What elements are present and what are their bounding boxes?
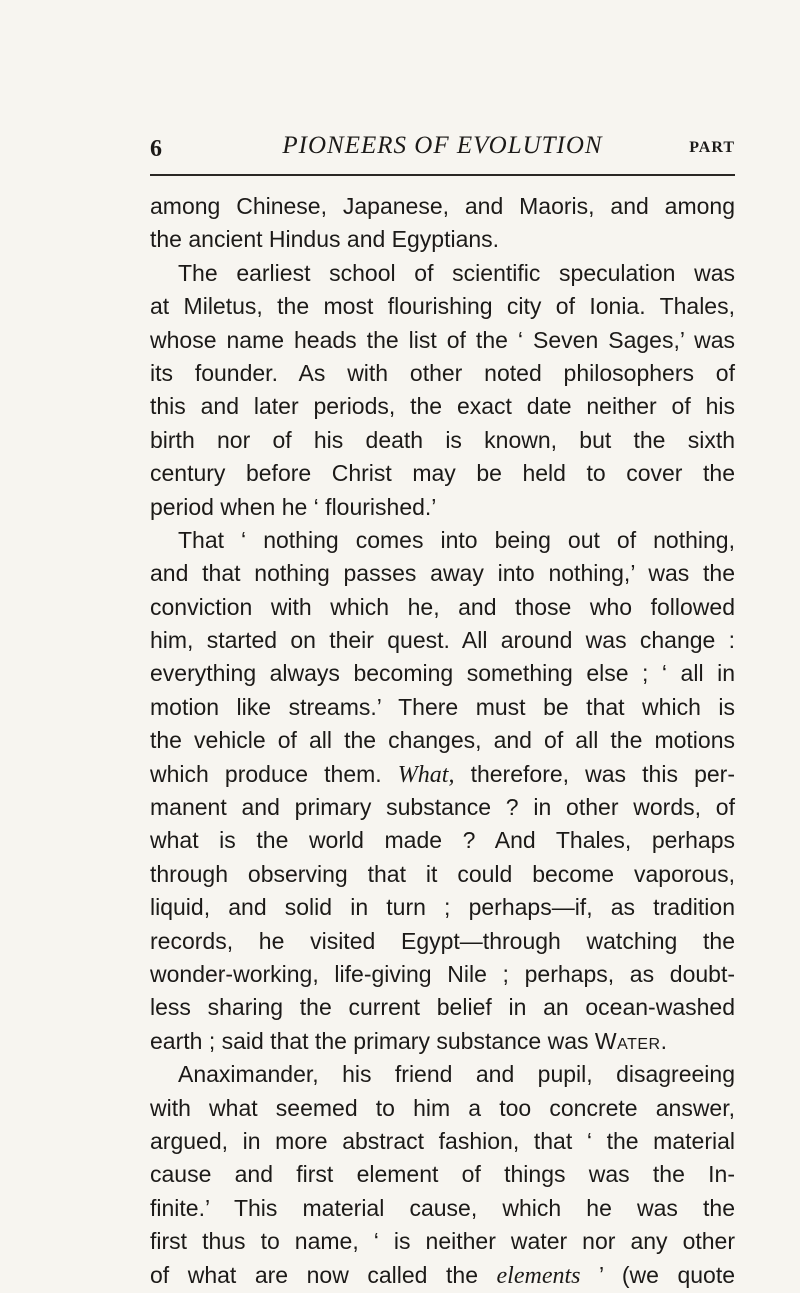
text-line bbox=[150, 958, 735, 991]
text-line bbox=[150, 390, 735, 423]
body-text bbox=[150, 190, 735, 1292]
text-line bbox=[150, 290, 735, 323]
text-segment: period when he ‘ flourished.’ bbox=[150, 493, 437, 520]
text-line bbox=[150, 624, 735, 657]
text-segment: what is the world made ? And Thales, perhaps bbox=[150, 827, 735, 854]
text-segment: ’ (we quote bbox=[580, 1261, 736, 1288]
text-line bbox=[150, 925, 735, 958]
text-segment: earth ; said that the primary substance was bbox=[150, 1027, 595, 1054]
text-line bbox=[150, 491, 735, 524]
text-segment: conviction with which he, and those who followed bbox=[150, 593, 735, 620]
text-line bbox=[150, 1092, 735, 1125]
text-segment: everything always becoming something else ; ‘ all in bbox=[150, 660, 735, 687]
text-segment: of what are now called the bbox=[150, 1261, 497, 1288]
header-rule bbox=[150, 174, 735, 176]
text-segment: among Chinese, Japanese, and Maoris, and among bbox=[150, 193, 735, 219]
text-line bbox=[150, 758, 735, 791]
text-line bbox=[150, 724, 735, 757]
text-segment: therefore, was this per- bbox=[454, 760, 735, 787]
text-line bbox=[150, 1192, 735, 1225]
text-line bbox=[150, 1025, 735, 1058]
text-segment: wonder-working, life-giving Nile ; perhaps, as doubt- bbox=[150, 960, 735, 987]
text-segment: the vehicle of all the changes, and of all the motions bbox=[150, 727, 735, 754]
text-segment: whose name heads the list of the ‘ Seven Sages,’ was bbox=[150, 326, 735, 353]
text-segment: Water. bbox=[594, 1027, 668, 1054]
text-segment: which produce them. bbox=[150, 760, 398, 787]
text-segment: birth nor of his death is known, but the sixth bbox=[150, 426, 735, 453]
text-line bbox=[150, 557, 735, 590]
text-segment: finite.’ This material cause, which he was the bbox=[150, 1194, 735, 1221]
text-segment: first thus to name, ‘ is neither water nor any other bbox=[150, 1228, 735, 1255]
text-segment: elements bbox=[496, 1262, 581, 1289]
text-line bbox=[150, 357, 735, 390]
text-segment: century before Christ may be held to cover the bbox=[150, 460, 735, 487]
text-line bbox=[150, 190, 735, 223]
text-line bbox=[150, 1058, 735, 1091]
page-header bbox=[150, 132, 735, 168]
text-line bbox=[150, 858, 735, 891]
text-segment: its founder. As with other noted philosophers of bbox=[150, 359, 735, 386]
text-segment: That ‘ nothing comes into being out of nothing, bbox=[178, 526, 735, 553]
text-line bbox=[150, 1158, 735, 1191]
text-line bbox=[150, 1225, 735, 1258]
text-line bbox=[150, 657, 735, 690]
running-title: PIONEERS OF EVOLUTION bbox=[282, 132, 603, 159]
text-segment: liquid, and solid in turn ; perhaps—if, as tradition bbox=[150, 894, 735, 921]
text-line bbox=[150, 991, 735, 1024]
text-line bbox=[150, 257, 735, 290]
text-line bbox=[150, 791, 735, 824]
text-segment: with what seemed to him a too concrete answer, bbox=[150, 1094, 735, 1121]
text-line bbox=[150, 824, 735, 857]
text-segment: The earliest school of scientific speculation was bbox=[178, 259, 735, 286]
text-line bbox=[150, 324, 735, 357]
text-segment: this and later periods, the exact date neither of his bbox=[150, 393, 735, 420]
page-number: 6 bbox=[150, 136, 162, 162]
text-segment: the ancient Hindus and Egyptians. bbox=[150, 226, 500, 253]
text-segment: cause and first element of things was the In- bbox=[150, 1161, 735, 1188]
text-line bbox=[150, 424, 735, 457]
text-segment: argued, in more abstract fashion, that ‘ the material bbox=[150, 1127, 735, 1154]
text-segment: Anaximander, his friend and pupil, disagreeing bbox=[178, 1061, 735, 1088]
text-line bbox=[150, 591, 735, 624]
text-line bbox=[150, 1125, 735, 1158]
text-line bbox=[150, 524, 735, 557]
text-line bbox=[150, 1259, 735, 1292]
text-segment: What, bbox=[397, 761, 455, 788]
text-segment: motion like streams.’ There must be that which is bbox=[150, 693, 735, 720]
text-line bbox=[150, 891, 735, 924]
section-label: PART bbox=[689, 139, 735, 156]
text-segment: manent and primary substance ? in other words, of bbox=[150, 794, 735, 821]
text-segment: at Miletus, the most flourishing city of Ionia. Thales, bbox=[150, 293, 735, 320]
text-segment: through observing that it could become vaporous, bbox=[150, 860, 735, 887]
text-segment: him, started on their quest. All around was change : bbox=[150, 627, 735, 654]
text-line bbox=[150, 457, 735, 490]
text-segment: records, he visited Egypt—through watching the bbox=[150, 927, 735, 954]
text-line bbox=[150, 223, 735, 256]
text-segment: less sharing the current belief in an ocean-washed bbox=[150, 994, 735, 1021]
text-line bbox=[150, 691, 735, 724]
text-segment: and that nothing passes away into nothing,’ was the bbox=[150, 560, 735, 587]
